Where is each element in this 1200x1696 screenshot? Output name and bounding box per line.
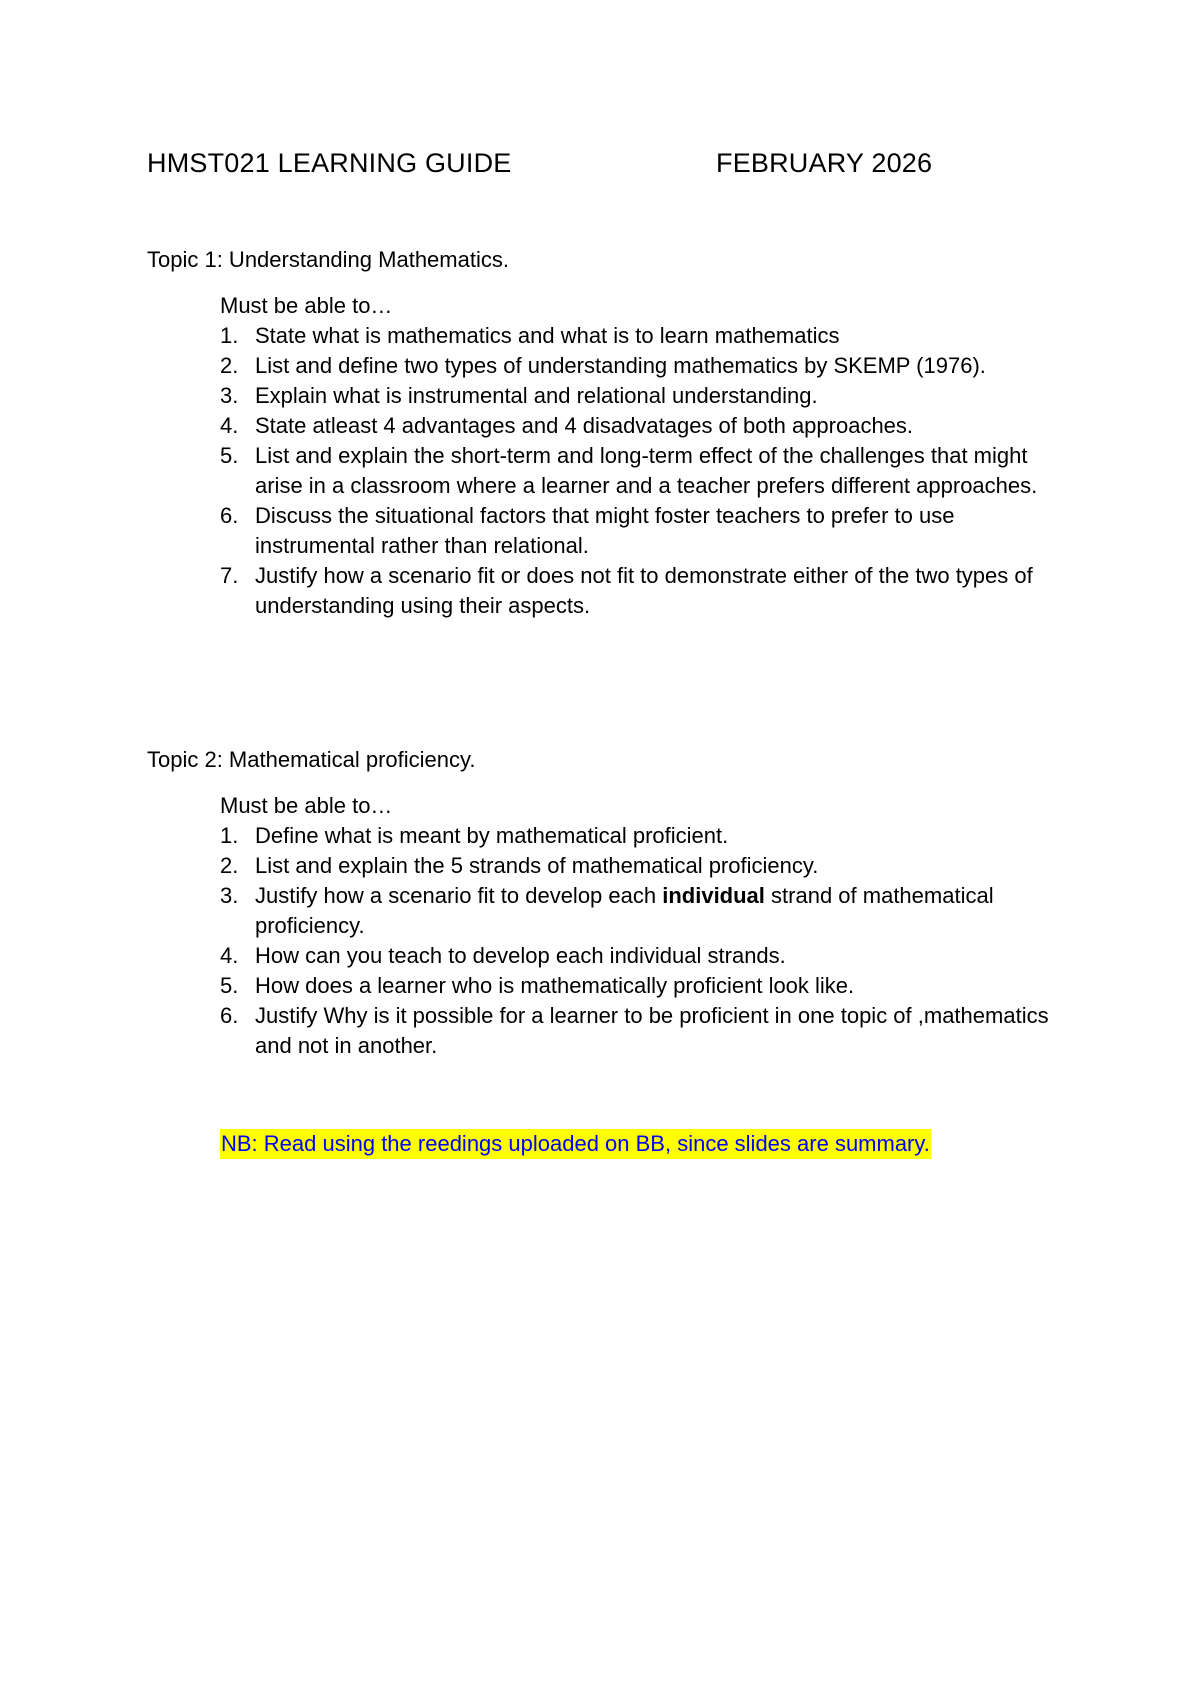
list-item-text-end: strand of mathematical proficiency.	[255, 883, 994, 938]
emphasized-word: individual	[662, 883, 765, 908]
list-item	[220, 561, 1080, 621]
list-number: 3.	[220, 883, 239, 908]
list-number: 2.	[220, 853, 239, 878]
list-number: 1.	[220, 323, 239, 348]
list-number: 5.	[220, 973, 239, 998]
list-item-text: How can you teach to develop each individual strands.	[255, 943, 786, 968]
list-item	[220, 881, 1080, 941]
list-item-text: Justify how a scenario fit or does not fit to demonstrate either of the two types of understanding using their aspects.	[255, 563, 1033, 618]
list-number: 6.	[220, 503, 239, 528]
document-title: HMST021 LEARNING GUIDE	[147, 148, 512, 178]
list-number: 7.	[220, 563, 239, 588]
list-item	[220, 381, 1080, 411]
list-item-text: List and explain the 5 strands of mathematical proficiency.	[255, 853, 819, 878]
list-item-text-start: Justify how a scenario fit to develop each	[255, 883, 663, 908]
topic-2-objectives	[220, 791, 1080, 1061]
topic-2-intro: Must be able to…	[220, 793, 393, 818]
topic-1-heading: Topic 1: Understanding Mathematics.	[147, 247, 509, 272]
list-item-text: Define what is meant by mathematical proficient.	[255, 823, 729, 848]
list-item-text: List and explain the short-term and long-term effect of the challenges that might arise in a classroom where a learner and a teacher prefers different approaches.	[255, 443, 1038, 498]
list-item-text: State atleast 4 advantages and 4 disadvatages of both approaches.	[255, 413, 914, 438]
list-item	[220, 971, 1080, 1001]
list-item	[220, 441, 1080, 501]
topic-1-intro: Must be able to…	[220, 293, 393, 318]
list-item	[220, 941, 1080, 971]
list-number: 3.	[220, 383, 239, 408]
highlighted-note: NB: Read using the reedings uploaded on BB, since slides are summary.	[220, 1129, 931, 1159]
topic-2-heading: Topic 2: Mathematical proficiency.	[147, 747, 476, 772]
list-item	[220, 321, 1080, 351]
list-number: 4.	[220, 943, 239, 968]
list-item-text: Discuss the situational factors that might foster teachers to prefer to use instrumental rather than relational.	[255, 503, 955, 558]
list-item-text: Explain what is instrumental and relational understanding.	[255, 383, 818, 408]
list-item-text: State what is mathematics and what is to learn mathematics	[255, 323, 840, 348]
topic-1-list	[220, 321, 1080, 621]
list-number: 5.	[220, 443, 239, 468]
list-item	[220, 1001, 1080, 1061]
list-item-text: How does a learner who is mathematically proficient look like.	[255, 973, 855, 998]
list-number: 2.	[220, 353, 239, 378]
list-item	[220, 851, 1080, 881]
topic-1-objectives	[220, 291, 1080, 621]
list-item	[220, 351, 1080, 381]
document-date: FEBRUARY 2026	[716, 148, 933, 178]
topic-2-list	[220, 821, 1080, 1061]
list-item	[220, 501, 1080, 561]
list-number: 1.	[220, 823, 239, 848]
list-number: 4.	[220, 413, 239, 438]
list-item-text: Justify Why is it possible for a learner to be proficient in one topic of ,mathematics and not in another.	[255, 1003, 1049, 1058]
list-item	[220, 411, 1080, 441]
list-number: 6.	[220, 1003, 239, 1028]
list-item	[220, 821, 1080, 851]
list-item-text: List and define two types of understanding mathematics by SKEMP (1976).	[255, 353, 986, 378]
